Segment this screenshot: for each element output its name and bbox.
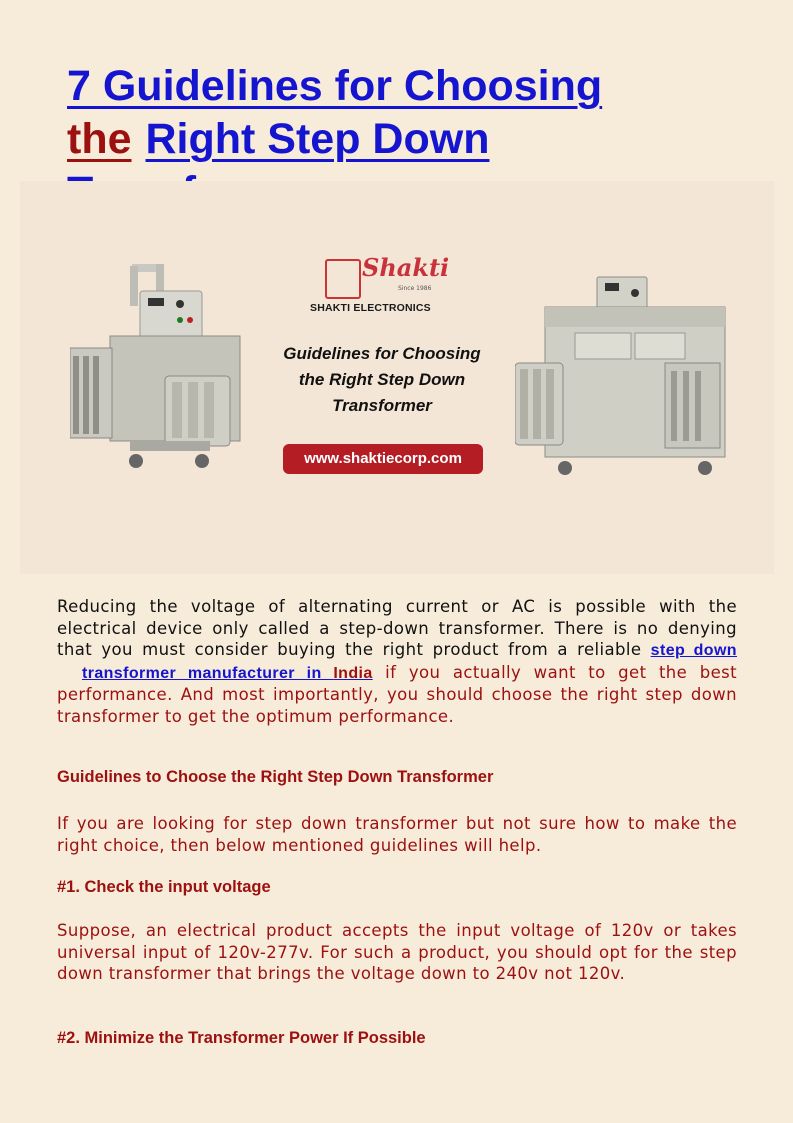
- hero-banner: [20, 181, 774, 574]
- hero-heading-line2: the Right Step Down: [298, 370, 466, 389]
- guideline2-heading: #2. Minimize the Transformer Power If Possible: [57, 1029, 426, 1047]
- section-intro: If you are looking for step down transformer but not sure how to make the right choice, then below mentioned guidelines will help.: [57, 814, 737, 855]
- hero-heading-line3: Transformer: [332, 396, 432, 415]
- hero-heading: [266, 341, 498, 419]
- step-down-link[interactable]: step down: [650, 642, 737, 659]
- manufacturer-india-link[interactable]: [82, 665, 373, 682]
- guideline1-body: Suppose, an electrical product accepts the input voltage of 120v or takes universal input of 120v-277v. For such a product, you should opt for the step down transformer that brings the voltage down to 240v not 120v.: [57, 921, 737, 983]
- india-link-text: India: [333, 664, 373, 682]
- guideline1-heading: #1. Check the input voltage: [57, 878, 271, 896]
- company-name: SHAKTI ELECTRONICS: [310, 302, 431, 314]
- section-heading: Guidelines to Choose the Right Step Down Transformer: [57, 768, 494, 786]
- title-link-the[interactable]: the: [67, 115, 132, 163]
- title-link-line1[interactable]: 7 Guidelines for Choosing: [67, 62, 603, 110]
- transformer-right-image: [515, 273, 730, 483]
- hero-heading-line1: Guidelines for Choosing: [283, 344, 481, 363]
- logo-since: Since 1986: [398, 285, 432, 292]
- title-link-line2[interactable]: Right Step Down: [145, 115, 490, 163]
- logo-text: Shakti: [362, 253, 450, 282]
- shakti-logo-icon: [325, 259, 361, 299]
- transformer-left-image: [70, 256, 250, 481]
- manufacturer-link-text: transformer manufacturer in: [81, 664, 334, 682]
- intro-paragraph: [57, 596, 737, 727]
- intro-black-text: Reducing the voltage of alternating current or AC is possible with the electrical device only called a step-down transformer. There is no denying that you must consider buying the right product from a reliable: [57, 597, 737, 659]
- website-url-badge: www.shaktiecorp.com: [283, 444, 483, 474]
- intro-red-text: if you actually want to get the best performance. And most importantly, you should choose the right step down transformer to get the optimum performance.: [57, 662, 737, 726]
